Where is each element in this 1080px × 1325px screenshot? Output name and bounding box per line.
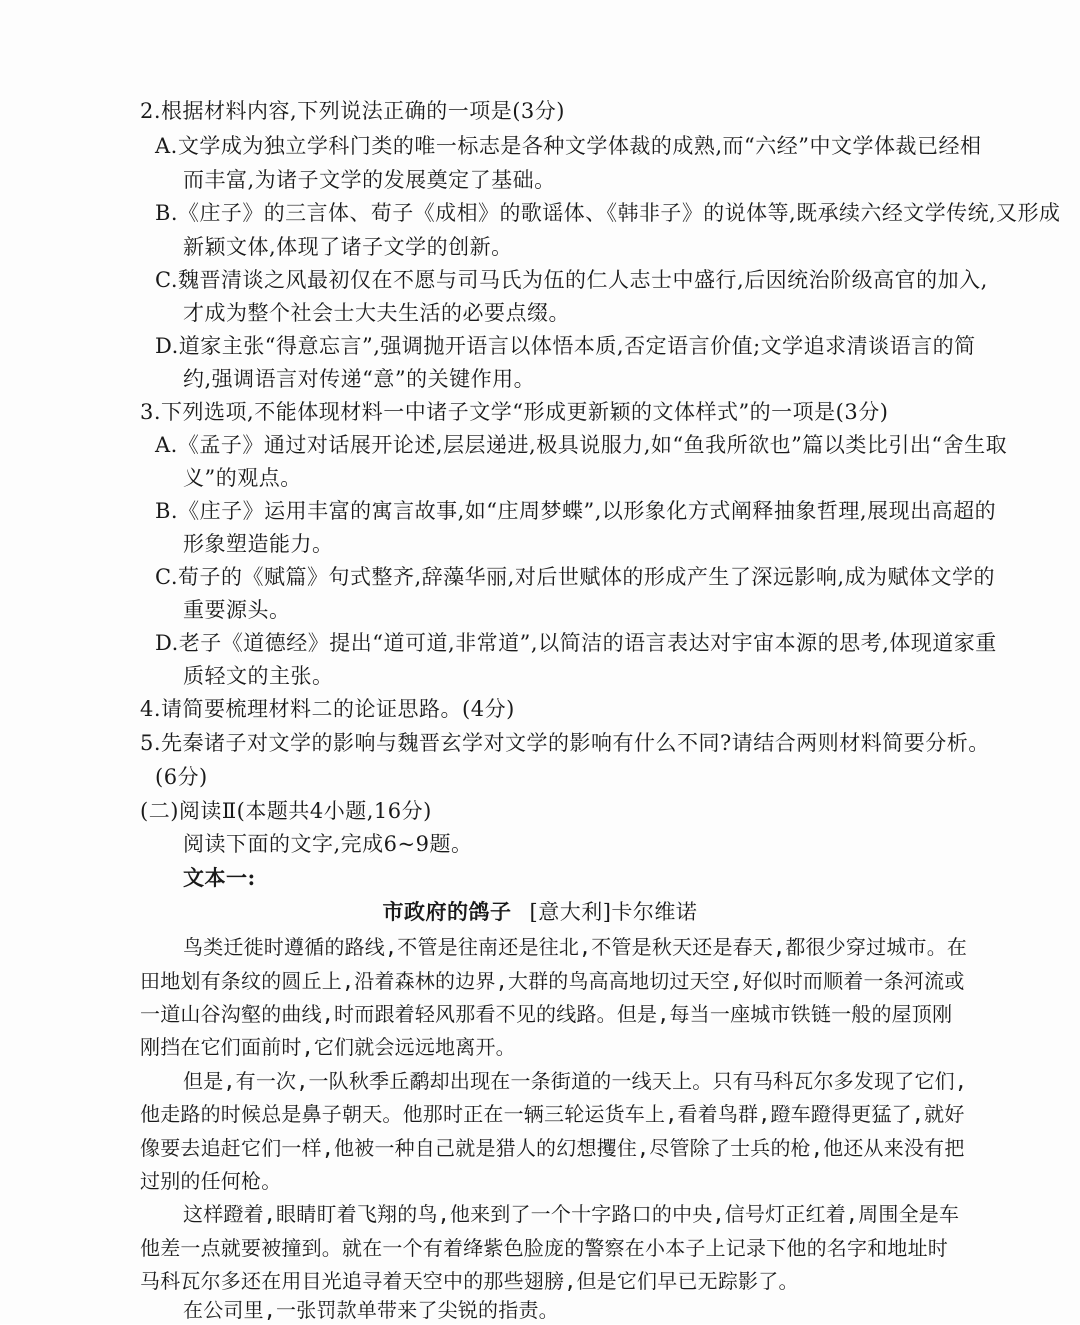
q2-option-b-cont: 新颖文体,体现了诸子文学的创新。 xyxy=(183,235,513,259)
story-title-row xyxy=(0,897,1080,927)
q5-stem: 5.先秦诸子对文学的影响与魏晋玄学对文学的影响有什么不同?请结合两则材料简要分析。 xyxy=(140,731,990,755)
q2-option-d: D.道家主张“得意忘言”,强调抛开语言以体悟本质,否定语言价值;文学追求清谈语言的简 xyxy=(155,334,976,358)
q3-option-b-cont: 形象塑造能力。 xyxy=(183,532,334,556)
q2-option-b: B.《庄子》的三言体、荀子《成相》的歌谣体、《韩非子》的说体等,既承续六经文学传统,又形成 xyxy=(155,201,1061,225)
q2-option-c-cont: 才成为整个社会士大夫生活的必要点缀。 xyxy=(183,301,570,325)
story-author: [意大利]卡尔维诺 xyxy=(529,900,698,924)
q5-score: (6分) xyxy=(155,765,208,789)
story-p2-line4: 过别的任何枪。 xyxy=(140,1169,282,1193)
story-p1-line2: 田地划有条纹的圆丘上,沿着森林的边界,大群的鸟高高地切过天空,好似时而顺着一条河流或 xyxy=(140,969,965,993)
section-heading: (二)阅读Ⅱ(本题共4小题,16分) xyxy=(140,799,432,823)
q2-option-a: A.文学成为独立学科门类的唯一标志是各种文学体裁的成熟,而“六经”中文学体裁已经相 xyxy=(155,134,982,158)
q3-option-a: A.《孟子》通过对话展开论述,层层递进,极具说服力,如“鱼我所欲也”篇以类比引出“舍生取 xyxy=(155,433,1008,457)
q2-stem: 2.根据材料内容,下列说法正确的一项是(3分) xyxy=(140,99,565,123)
story-p4-line1: 在公司里,一张罚款单带来了尖锐的指责。 xyxy=(183,1298,559,1322)
q3-stem: 3.下列选项,不能体现材料一中诸子文学“形成更新颖的文体样式”的一项是(3分) xyxy=(140,400,889,424)
q3-option-d: D.老子《道德经》提出“道可道,非常道”,以简洁的语言表达对宇宙本源的思考,体现道家重 xyxy=(155,631,997,655)
q3-option-d-cont: 质轻文的主张。 xyxy=(183,664,334,688)
story-p3-line3: 马科瓦尔多还在用目光追寻着天空中的那些翅膀,但是它们早已无踪影了。 xyxy=(140,1269,799,1293)
q4-stem: 4.请简要梳理材料二的论证思路。(4分) xyxy=(140,697,515,721)
story-p1-line1: 鸟类迁徙时遵循的路线,不管是往南还是往北,不管是秋天还是春天,都很少穿过城市。在 xyxy=(183,935,968,959)
story-p3-line2: 他差一点就要被撞到。就在一个有着绛紫色脸庞的警察在小本子上记录下他的名字和地址时 xyxy=(140,1236,948,1260)
story-p1-line4: 刚挡在它们面前时,它们就会远远地离开。 xyxy=(140,1035,516,1059)
section-instruction: 阅读下面的文字,完成6~9题。 xyxy=(183,832,473,856)
text-label: 文本一: xyxy=(183,865,256,890)
q2-option-a-cont: 而丰富,为诸子文学的发展奠定了基础。 xyxy=(183,168,556,192)
q3-option-c: C.荀子的《赋篇》句式整齐,辞藻华丽,对后世赋体的形成产生了深远影响,成为赋体文学的 xyxy=(155,565,996,589)
q3-option-b: B.《庄子》运用丰富的寓言故事,如“庄周梦蝶”,以形象化方式阐释抽象哲理,展现出高超的 xyxy=(155,499,997,523)
q3-option-c-cont: 重要源头。 xyxy=(183,598,291,622)
q3-option-a-cont: 义”的观点。 xyxy=(183,466,302,490)
story-p2-line2: 他走路的时候总是鼻子朝天。他那时正在一辆三轮运货车上,看着鸟群,蹬车蹬得更猛了,就好 xyxy=(140,1102,965,1126)
q2-option-d-cont: 约,强调语言对传递“意”的关键作用。 xyxy=(183,367,536,391)
story-p2-line3: 像要去追赶它们一样,他被一种自己就是猎人的幻想攫住,尽管除了士兵的枪,他还从来没有把 xyxy=(140,1136,965,1160)
q2-option-c: C.魏晋清谈之风最初仅在不愿与司马氏为伍的仁人志士中盛行,后因统治阶级高官的加入, xyxy=(155,268,988,292)
story-p1-line3: 一道山谷沟壑的曲线,时而跟着轻风那看不见的线路。但是,每当一座城市铁链一般的屋顶刚 xyxy=(140,1002,953,1026)
story-p3-line1: 这样蹬着,眼睛盯着飞翔的鸟,他来到了一个十字路口的中央,信号灯正红着,周围全是车 xyxy=(183,1202,960,1226)
story-p2-line1: 但是,有一次,一队秋季丘鹬却出现在一条街道的一线天上。只有马科瓦尔多发现了它们, xyxy=(183,1069,968,1093)
story-title: 市政府的鸽子 xyxy=(382,899,512,924)
